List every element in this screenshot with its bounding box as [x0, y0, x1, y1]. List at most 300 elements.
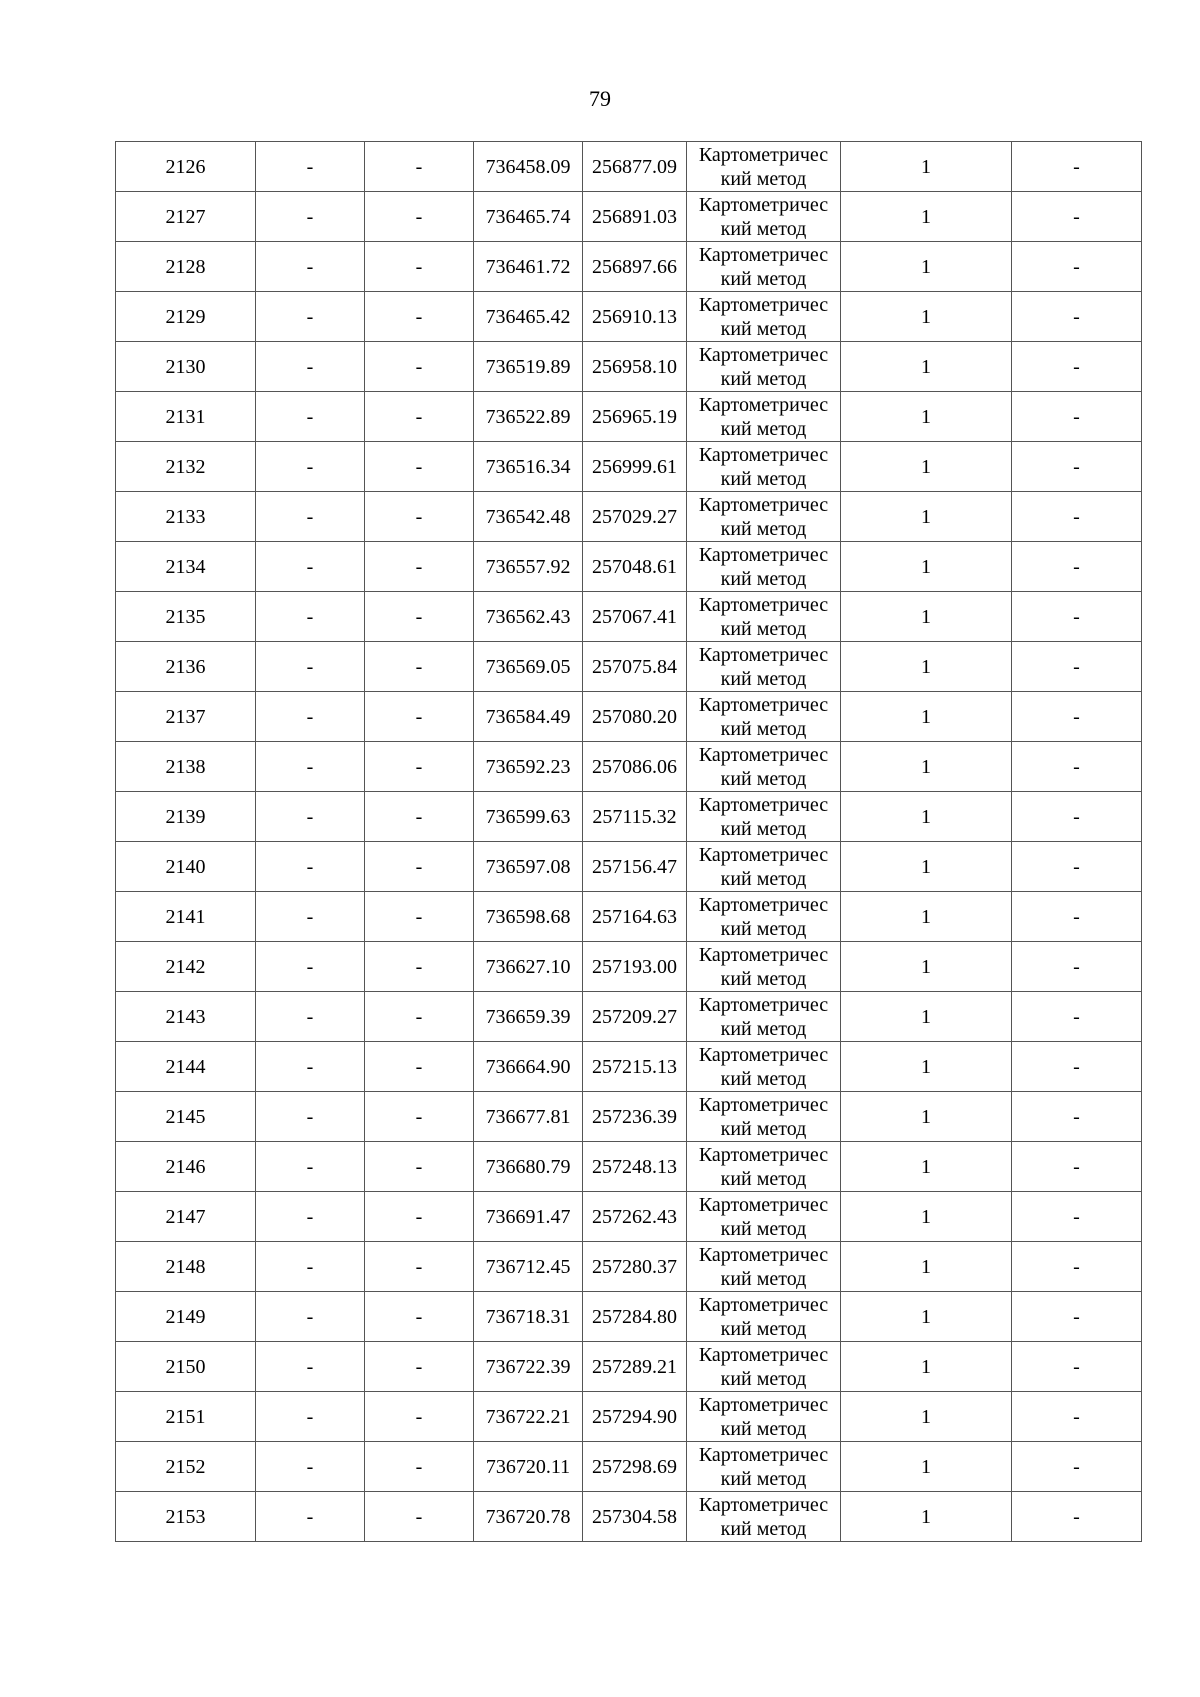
x-coordinate-cell: 736677.81 [474, 1092, 583, 1142]
empty-last-column-cell: - [1012, 942, 1142, 992]
table-row [116, 592, 1142, 642]
empty-column-b-cell: - [256, 742, 365, 792]
empty-column-c-cell: - [365, 392, 474, 442]
empty-column-c-cell: - [365, 542, 474, 592]
x-coordinate-cell: 736542.48 [474, 492, 583, 542]
method-text-line-1: Картометричес [698, 1143, 829, 1166]
method-text-line-2: кий метод [720, 967, 807, 990]
value-cell: 1 [841, 342, 1012, 392]
empty-column-b-cell: - [256, 292, 365, 342]
x-coordinate-cell: 736522.89 [474, 392, 583, 442]
empty-last-column-cell: - [1012, 292, 1142, 342]
x-coordinate-cell: 736592.23 [474, 742, 583, 792]
method-text-line-1: Картометричес [698, 343, 829, 366]
empty-last-column-cell: - [1012, 742, 1142, 792]
empty-last-column-cell: - [1012, 192, 1142, 242]
x-coordinate-cell: 736557.92 [474, 542, 583, 592]
method-text-line-1: Картометричес [698, 1393, 829, 1416]
method-text-line-2: кий метод [720, 917, 807, 940]
y-coordinate-cell: 257262.43 [583, 1192, 687, 1242]
table-row [116, 192, 1142, 242]
method-cell [687, 1442, 841, 1492]
method-text-line-1: Картометричес [698, 443, 829, 466]
empty-column-b-cell: - [256, 1292, 365, 1342]
value-cell: 1 [841, 742, 1012, 792]
point-number-cell: 2134 [116, 542, 256, 592]
empty-column-c-cell: - [365, 442, 474, 492]
method-text-line-1: Картометричес [698, 943, 829, 966]
empty-column-b-cell: - [256, 592, 365, 642]
method-text-line-2: кий метод [720, 167, 807, 190]
empty-last-column-cell: - [1012, 642, 1142, 692]
point-number-cell: 2129 [116, 292, 256, 342]
method-cell [687, 942, 841, 992]
method-cell [687, 742, 841, 792]
empty-column-b-cell: - [256, 542, 365, 592]
method-text-line-1: Картометричес [698, 1343, 829, 1366]
empty-last-column-cell: - [1012, 1042, 1142, 1092]
method-text-line-2: кий метод [720, 517, 807, 540]
table-row [116, 1392, 1142, 1442]
empty-column-c-cell: - [365, 792, 474, 842]
method-text-line-1: Картометричес [698, 693, 829, 716]
empty-column-b-cell: - [256, 1442, 365, 1492]
method-text-line-2: кий метод [720, 1217, 807, 1240]
empty-column-c-cell: - [365, 1142, 474, 1192]
y-coordinate-cell: 257209.27 [583, 992, 687, 1042]
method-text-line-1: Картометричес [698, 193, 829, 216]
table-row [116, 1042, 1142, 1092]
method-text-line-2: кий метод [720, 817, 807, 840]
value-cell: 1 [841, 242, 1012, 292]
method-text-line-2: кий метод [720, 1417, 807, 1440]
empty-column-c-cell: - [365, 192, 474, 242]
x-coordinate-cell: 736627.10 [474, 942, 583, 992]
point-number-cell: 2149 [116, 1292, 256, 1342]
method-cell [687, 1092, 841, 1142]
empty-last-column-cell: - [1012, 1142, 1142, 1192]
empty-column-c-cell: - [365, 342, 474, 392]
y-coordinate-cell: 256965.19 [583, 392, 687, 442]
method-cell [687, 642, 841, 692]
x-coordinate-cell: 736599.63 [474, 792, 583, 842]
method-cell [687, 1292, 841, 1342]
table-row [116, 342, 1142, 392]
y-coordinate-cell: 257284.80 [583, 1292, 687, 1342]
value-cell: 1 [841, 992, 1012, 1042]
empty-column-c-cell: - [365, 242, 474, 292]
value-cell: 1 [841, 292, 1012, 342]
table-row [116, 1442, 1142, 1492]
method-text-line-2: кий метод [720, 1367, 807, 1390]
method-cell [687, 342, 841, 392]
value-cell: 1 [841, 1242, 1012, 1292]
x-coordinate-cell: 736597.08 [474, 842, 583, 892]
y-coordinate-cell: 257294.90 [583, 1392, 687, 1442]
value-cell: 1 [841, 642, 1012, 692]
x-coordinate-cell: 736562.43 [474, 592, 583, 642]
empty-column-b-cell: - [256, 892, 365, 942]
value-cell: 1 [841, 892, 1012, 942]
empty-column-c-cell: - [365, 1092, 474, 1142]
x-coordinate-cell: 736659.39 [474, 992, 583, 1042]
coordinates-table [115, 141, 1142, 1542]
empty-column-c-cell: - [365, 1292, 474, 1342]
empty-column-b-cell: - [256, 792, 365, 842]
method-text-line-2: кий метод [720, 367, 807, 390]
x-coordinate-cell: 736584.49 [474, 692, 583, 742]
method-text-line-2: кий метод [720, 717, 807, 740]
method-text-line-2: кий метод [720, 217, 807, 240]
table-row [116, 492, 1142, 542]
method-cell [687, 442, 841, 492]
method-text-line-1: Картометричес [698, 1193, 829, 1216]
y-coordinate-cell: 256877.09 [583, 142, 687, 192]
x-coordinate-cell: 736461.72 [474, 242, 583, 292]
y-coordinate-cell: 257236.39 [583, 1092, 687, 1142]
method-cell [687, 692, 841, 742]
point-number-cell: 2139 [116, 792, 256, 842]
y-coordinate-cell: 256897.66 [583, 242, 687, 292]
point-number-cell: 2126 [116, 142, 256, 192]
empty-column-c-cell: - [365, 1192, 474, 1242]
empty-column-c-cell: - [365, 842, 474, 892]
y-coordinate-cell: 257086.06 [583, 742, 687, 792]
method-text-line-1: Картометричес [698, 843, 829, 866]
point-number-cell: 2138 [116, 742, 256, 792]
method-text-line-2: кий метод [720, 667, 807, 690]
method-text-line-2: кий метод [720, 767, 807, 790]
value-cell: 1 [841, 1142, 1012, 1192]
empty-column-b-cell: - [256, 142, 365, 192]
empty-column-c-cell: - [365, 592, 474, 642]
x-coordinate-cell: 736722.21 [474, 1392, 583, 1442]
empty-last-column-cell: - [1012, 542, 1142, 592]
method-text-line-1: Картометричес [698, 743, 829, 766]
empty-last-column-cell: - [1012, 242, 1142, 292]
point-number-cell: 2127 [116, 192, 256, 242]
method-text-line-2: кий метод [720, 1167, 807, 1190]
value-cell: 1 [841, 842, 1012, 892]
value-cell: 1 [841, 792, 1012, 842]
method-text-line-2: кий метод [720, 467, 807, 490]
empty-column-b-cell: - [256, 242, 365, 292]
point-number-cell: 2128 [116, 242, 256, 292]
empty-last-column-cell: - [1012, 592, 1142, 642]
value-cell: 1 [841, 1392, 1012, 1442]
table-row [116, 692, 1142, 742]
empty-column-c-cell: - [365, 1342, 474, 1392]
y-coordinate-cell: 257115.32 [583, 792, 687, 842]
table-row [116, 792, 1142, 842]
value-cell: 1 [841, 942, 1012, 992]
value-cell: 1 [841, 1492, 1012, 1542]
empty-column-c-cell: - [365, 142, 474, 192]
point-number-cell: 2145 [116, 1092, 256, 1142]
value-cell: 1 [841, 392, 1012, 442]
y-coordinate-cell: 257067.41 [583, 592, 687, 642]
point-number-cell: 2143 [116, 992, 256, 1042]
point-number-cell: 2141 [116, 892, 256, 942]
x-coordinate-cell: 736720.11 [474, 1442, 583, 1492]
point-number-cell: 2136 [116, 642, 256, 692]
empty-column-b-cell: - [256, 1042, 365, 1092]
x-coordinate-cell: 736664.90 [474, 1042, 583, 1092]
method-cell [687, 1492, 841, 1542]
table-row [116, 1292, 1142, 1342]
table-row [116, 142, 1142, 192]
value-cell: 1 [841, 1292, 1012, 1342]
method-text-line-1: Картометричес [698, 993, 829, 1016]
table-row [116, 1242, 1142, 1292]
empty-column-c-cell: - [365, 992, 474, 1042]
y-coordinate-cell: 257029.27 [583, 492, 687, 542]
empty-column-c-cell: - [365, 1492, 474, 1542]
empty-last-column-cell: - [1012, 342, 1142, 392]
method-text-line-1: Картометричес [698, 1493, 829, 1516]
value-cell: 1 [841, 1092, 1012, 1142]
table-row [116, 1342, 1142, 1392]
x-coordinate-cell: 736718.31 [474, 1292, 583, 1342]
value-cell: 1 [841, 142, 1012, 192]
method-text-line-1: Картометричес [698, 1243, 829, 1266]
y-coordinate-cell: 257289.21 [583, 1342, 687, 1392]
value-cell: 1 [841, 442, 1012, 492]
empty-column-b-cell: - [256, 942, 365, 992]
y-coordinate-cell: 257080.20 [583, 692, 687, 742]
empty-column-b-cell: - [256, 492, 365, 542]
empty-column-b-cell: - [256, 1492, 365, 1542]
method-text-line-1: Картометричес [698, 643, 829, 666]
empty-column-c-cell: - [365, 642, 474, 692]
empty-column-c-cell: - [365, 942, 474, 992]
empty-last-column-cell: - [1012, 692, 1142, 742]
y-coordinate-cell: 257075.84 [583, 642, 687, 692]
empty-column-b-cell: - [256, 842, 365, 892]
empty-column-b-cell: - [256, 1092, 365, 1142]
point-number-cell: 2151 [116, 1392, 256, 1442]
method-cell [687, 1392, 841, 1442]
point-number-cell: 2133 [116, 492, 256, 542]
point-number-cell: 2131 [116, 392, 256, 442]
empty-last-column-cell: - [1012, 792, 1142, 842]
x-coordinate-cell: 736680.79 [474, 1142, 583, 1192]
method-text-line-1: Картометричес [698, 543, 829, 566]
table-row [116, 1492, 1142, 1542]
method-text-line-2: кий метод [720, 1267, 807, 1290]
method-text-line-2: кий метод [720, 1467, 807, 1490]
method-text-line-2: кий метод [720, 567, 807, 590]
method-cell [687, 1242, 841, 1292]
x-coordinate-cell: 736465.74 [474, 192, 583, 242]
method-cell [687, 542, 841, 592]
table-row [116, 892, 1142, 942]
method-text-line-1: Картометричес [698, 493, 829, 516]
empty-column-c-cell: - [365, 492, 474, 542]
empty-last-column-cell: - [1012, 1492, 1142, 1542]
table-row [116, 992, 1142, 1042]
method-cell [687, 892, 841, 942]
method-text-line-1: Картометричес [698, 293, 829, 316]
method-text-line-1: Картометричес [698, 593, 829, 616]
table-row [116, 742, 1142, 792]
empty-column-b-cell: - [256, 1342, 365, 1392]
table-row [116, 442, 1142, 492]
empty-last-column-cell: - [1012, 1342, 1142, 1392]
y-coordinate-cell: 257156.47 [583, 842, 687, 892]
point-number-cell: 2148 [116, 1242, 256, 1292]
method-cell [687, 992, 841, 1042]
method-text-line-1: Картометричес [698, 243, 829, 266]
method-text-line-2: кий метод [720, 617, 807, 640]
method-cell [687, 192, 841, 242]
point-number-cell: 2140 [116, 842, 256, 892]
x-coordinate-cell: 736516.34 [474, 442, 583, 492]
empty-column-b-cell: - [256, 642, 365, 692]
method-text-line-2: кий метод [720, 1317, 807, 1340]
table-row [116, 1092, 1142, 1142]
empty-last-column-cell: - [1012, 842, 1142, 892]
method-cell [687, 1142, 841, 1192]
method-text-line-2: кий метод [720, 417, 807, 440]
method-text-line-1: Картометричес [698, 1043, 829, 1066]
empty-last-column-cell: - [1012, 992, 1142, 1042]
empty-column-b-cell: - [256, 1192, 365, 1242]
table-row [116, 942, 1142, 992]
x-coordinate-cell: 736569.05 [474, 642, 583, 692]
point-number-cell: 2130 [116, 342, 256, 392]
empty-column-c-cell: - [365, 1242, 474, 1292]
method-cell [687, 492, 841, 542]
method-cell [687, 792, 841, 842]
empty-column-b-cell: - [256, 692, 365, 742]
empty-last-column-cell: - [1012, 392, 1142, 442]
method-cell [687, 1042, 841, 1092]
x-coordinate-cell: 736722.39 [474, 1342, 583, 1392]
empty-last-column-cell: - [1012, 142, 1142, 192]
point-number-cell: 2132 [116, 442, 256, 492]
empty-column-b-cell: - [256, 992, 365, 1042]
empty-column-b-cell: - [256, 392, 365, 442]
point-number-cell: 2135 [116, 592, 256, 642]
method-text-line-1: Картометричес [698, 393, 829, 416]
point-number-cell: 2150 [116, 1342, 256, 1392]
y-coordinate-cell: 257304.58 [583, 1492, 687, 1542]
x-coordinate-cell: 736598.68 [474, 892, 583, 942]
y-coordinate-cell: 256999.61 [583, 442, 687, 492]
value-cell: 1 [841, 1042, 1012, 1092]
empty-column-c-cell: - [365, 692, 474, 742]
method-cell [687, 592, 841, 642]
empty-column-b-cell: - [256, 1242, 365, 1292]
point-number-cell: 2147 [116, 1192, 256, 1242]
table-row [116, 1192, 1142, 1242]
point-number-cell: 2137 [116, 692, 256, 742]
method-text-line-2: кий метод [720, 1117, 807, 1140]
method-text-line-1: Картометричес [698, 1093, 829, 1116]
y-coordinate-cell: 257048.61 [583, 542, 687, 592]
point-number-cell: 2144 [116, 1042, 256, 1092]
x-coordinate-cell: 736465.42 [474, 292, 583, 342]
empty-column-c-cell: - [365, 1392, 474, 1442]
method-text-line-2: кий метод [720, 867, 807, 890]
value-cell: 1 [841, 592, 1012, 642]
method-cell [687, 242, 841, 292]
table-row [116, 392, 1142, 442]
y-coordinate-cell: 257164.63 [583, 892, 687, 942]
empty-last-column-cell: - [1012, 1192, 1142, 1242]
value-cell: 1 [841, 692, 1012, 742]
y-coordinate-cell: 257298.69 [583, 1442, 687, 1492]
method-text-line-2: кий метод [720, 1067, 807, 1090]
x-coordinate-cell: 736519.89 [474, 342, 583, 392]
y-coordinate-cell: 257280.37 [583, 1242, 687, 1292]
method-text-line-1: Картометричес [698, 1443, 829, 1466]
method-text-line-2: кий метод [720, 1017, 807, 1040]
method-text-line-2: кий метод [720, 1517, 807, 1540]
method-cell [687, 392, 841, 442]
value-cell: 1 [841, 1192, 1012, 1242]
point-number-cell: 2142 [116, 942, 256, 992]
y-coordinate-cell: 256958.10 [583, 342, 687, 392]
x-coordinate-cell: 736720.78 [474, 1492, 583, 1542]
empty-last-column-cell: - [1012, 1392, 1142, 1442]
method-cell [687, 1192, 841, 1242]
method-cell [687, 842, 841, 892]
method-cell [687, 1342, 841, 1392]
method-cell [687, 142, 841, 192]
x-coordinate-cell: 736458.09 [474, 142, 583, 192]
value-cell: 1 [841, 492, 1012, 542]
table-body [116, 142, 1142, 1542]
value-cell: 1 [841, 1342, 1012, 1392]
empty-last-column-cell: - [1012, 442, 1142, 492]
empty-last-column-cell: - [1012, 1442, 1142, 1492]
value-cell: 1 [841, 192, 1012, 242]
empty-column-c-cell: - [365, 892, 474, 942]
method-text-line-2: кий метод [720, 317, 807, 340]
table-row [116, 292, 1142, 342]
method-cell [687, 292, 841, 342]
empty-column-b-cell: - [256, 342, 365, 392]
table-row [116, 1142, 1142, 1192]
method-text-line-1: Картометричес [698, 893, 829, 916]
empty-column-c-cell: - [365, 292, 474, 342]
y-coordinate-cell: 257215.13 [583, 1042, 687, 1092]
value-cell: 1 [841, 542, 1012, 592]
y-coordinate-cell: 257248.13 [583, 1142, 687, 1192]
empty-last-column-cell: - [1012, 492, 1142, 542]
table-row [116, 242, 1142, 292]
point-number-cell: 2153 [116, 1492, 256, 1542]
page-number: 79 [589, 86, 611, 111]
y-coordinate-cell: 256910.13 [583, 292, 687, 342]
empty-column-c-cell: - [365, 742, 474, 792]
empty-column-b-cell: - [256, 1392, 365, 1442]
empty-column-b-cell: - [256, 442, 365, 492]
x-coordinate-cell: 736691.47 [474, 1192, 583, 1242]
empty-column-b-cell: - [256, 192, 365, 242]
empty-column-c-cell: - [365, 1442, 474, 1492]
empty-last-column-cell: - [1012, 1292, 1142, 1342]
point-number-cell: 2146 [116, 1142, 256, 1192]
method-text-line-1: Картометричес [698, 793, 829, 816]
empty-last-column-cell: - [1012, 1092, 1142, 1142]
method-text-line-1: Картометричес [698, 143, 829, 166]
y-coordinate-cell: 256891.03 [583, 192, 687, 242]
value-cell: 1 [841, 1442, 1012, 1492]
y-coordinate-cell: 257193.00 [583, 942, 687, 992]
